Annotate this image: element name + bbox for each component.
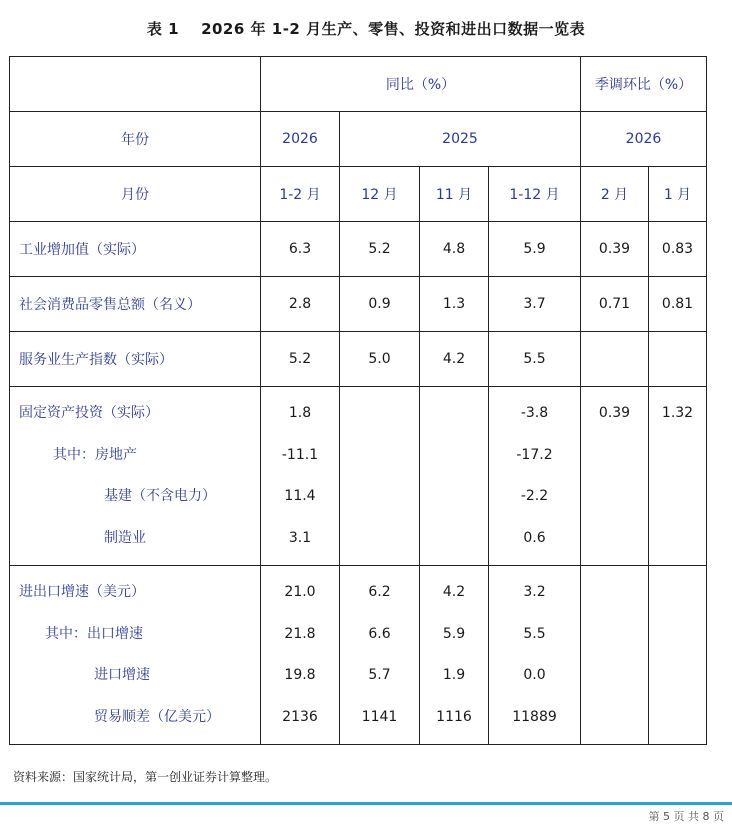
cell-value: 6.3 [261, 222, 340, 277]
cell-value: 5.0 [340, 332, 420, 387]
source-note: 资料来源：国家统计局，第一创业证券计算整理。 [13, 770, 278, 784]
cell-value: -2.2 [520, 488, 549, 504]
cell-value: 5.9 [442, 625, 466, 642]
table-row [10, 222, 707, 277]
row-label-services: 服务业生产指数（实际） [10, 332, 261, 387]
cell-value: 3.1 [288, 529, 312, 546]
cell-value: 21.0 [284, 584, 316, 600]
cell-value: -11.1 [281, 446, 319, 463]
cell-value: 5.5 [523, 625, 546, 642]
row-label-real-estate: 其中：房地产 [53, 446, 137, 463]
fai-qoq-jan [649, 387, 707, 566]
table-row-group-fai [10, 387, 707, 566]
cell-value: 0.71 [581, 277, 649, 332]
row-label-infrastructure: 基建（不含电力） [104, 488, 216, 504]
fai-2026-values [261, 387, 340, 566]
cell-value: 21.8 [284, 625, 316, 642]
cell-value [581, 332, 649, 387]
row-label-imports: 进口增速 [94, 667, 150, 683]
data-table [9, 56, 707, 745]
cell-value: 4.2 [442, 584, 466, 600]
cell-value: 6.2 [368, 584, 391, 600]
cell-value: 1.3 [420, 277, 489, 332]
row-labels-fai [10, 387, 261, 566]
cell-value: 19.8 [284, 667, 316, 683]
header-month-full-year: 1-12 月 [489, 167, 581, 222]
cell-value: 11889 [512, 708, 557, 725]
table-row [10, 332, 707, 387]
cell-value: 11.4 [284, 488, 316, 504]
cell-value: 1.8 [288, 405, 312, 421]
header-month-label: 月份 [10, 167, 261, 222]
header-row-metric [10, 57, 707, 112]
header-qoq: 季调环比（%） [581, 57, 707, 112]
row-label-manufacturing: 制造业 [104, 529, 146, 546]
cell-value: 1.32 [661, 405, 694, 421]
cell-value: 5.2 [340, 222, 420, 277]
cell-value: 3.7 [489, 277, 581, 332]
cell-value: -17.2 [516, 446, 553, 463]
cell-value: 0.39 [581, 222, 649, 277]
trade-2026-values [261, 566, 340, 745]
header-year-2026: 2026 [261, 112, 340, 167]
empty-cell [340, 387, 420, 566]
table-number: 表 1 [146, 20, 180, 38]
header-year-label: 年份 [10, 112, 261, 167]
table-title-text: 2026 年 1-2 月生产、零售、投资和进出口数据一览表 [201, 20, 586, 38]
cell-value: 0.39 [598, 405, 631, 421]
cell-value: 0.0 [523, 667, 546, 683]
header-yoy: 同比（%） [261, 57, 581, 112]
cell-value: 5.7 [368, 667, 391, 683]
cell-value: 2.8 [261, 277, 340, 332]
header-month-jan: 1 月 [649, 167, 707, 222]
cell-value: 5.9 [489, 222, 581, 277]
table-row-group-trade [10, 566, 707, 745]
header-row-month [10, 167, 707, 222]
cell-value: 1.9 [442, 667, 466, 683]
cell-value: 1116 [436, 708, 472, 725]
row-label-exports: 其中：出口增速 [45, 625, 143, 642]
cell-value: 1141 [361, 708, 398, 725]
cell-value: 3.2 [523, 584, 546, 600]
header-month-jan-feb: 1-2 月 [261, 167, 340, 222]
cell-value: 5.5 [489, 332, 581, 387]
table-title [0, 18, 732, 39]
fai-qoq-feb [581, 387, 649, 566]
trade-nov-values [420, 566, 489, 745]
empty-cell [649, 566, 707, 745]
cell-value [649, 332, 707, 387]
row-label-trade: 进出口增速（美元） [19, 584, 145, 600]
table-row [10, 277, 707, 332]
header-month-feb: 2 月 [581, 167, 649, 222]
cell-value: 2136 [282, 708, 318, 725]
header-month-nov: 11 月 [420, 167, 489, 222]
header-empty-cell [10, 57, 261, 112]
row-label-trade-surplus: 贸易顺差（亿美元） [94, 708, 220, 725]
cell-value: 0.83 [649, 222, 707, 277]
cell-value: 0.81 [649, 277, 707, 332]
row-label-industrial: 工业增加值（实际） [10, 222, 261, 277]
row-labels-trade [10, 566, 261, 745]
cell-value: -3.8 [520, 405, 549, 421]
footer-divider [0, 802, 732, 805]
empty-cell [420, 387, 489, 566]
cell-value: 6.6 [368, 625, 391, 642]
header-month-dec: 12 月 [340, 167, 420, 222]
header-year-2025: 2025 [340, 112, 581, 167]
header-row-year [10, 112, 707, 167]
cell-value: 4.2 [420, 332, 489, 387]
cell-value: 0.6 [523, 529, 546, 546]
fai-2025-values [489, 387, 581, 566]
cell-value: 5.2 [261, 332, 340, 387]
cell-value: 0.9 [340, 277, 420, 332]
row-label-fai: 固定资产投资（实际） [19, 405, 159, 421]
trade-dec-values [340, 566, 420, 745]
trade-full-year-values [489, 566, 581, 745]
row-label-retail: 社会消费品零售总额（名义） [10, 277, 261, 332]
cell-value: 4.8 [420, 222, 489, 277]
page-number: 第 5 页 共 8 页 [648, 810, 724, 823]
empty-cell [581, 566, 649, 745]
header-year-2026-qoq: 2026 [581, 112, 707, 167]
